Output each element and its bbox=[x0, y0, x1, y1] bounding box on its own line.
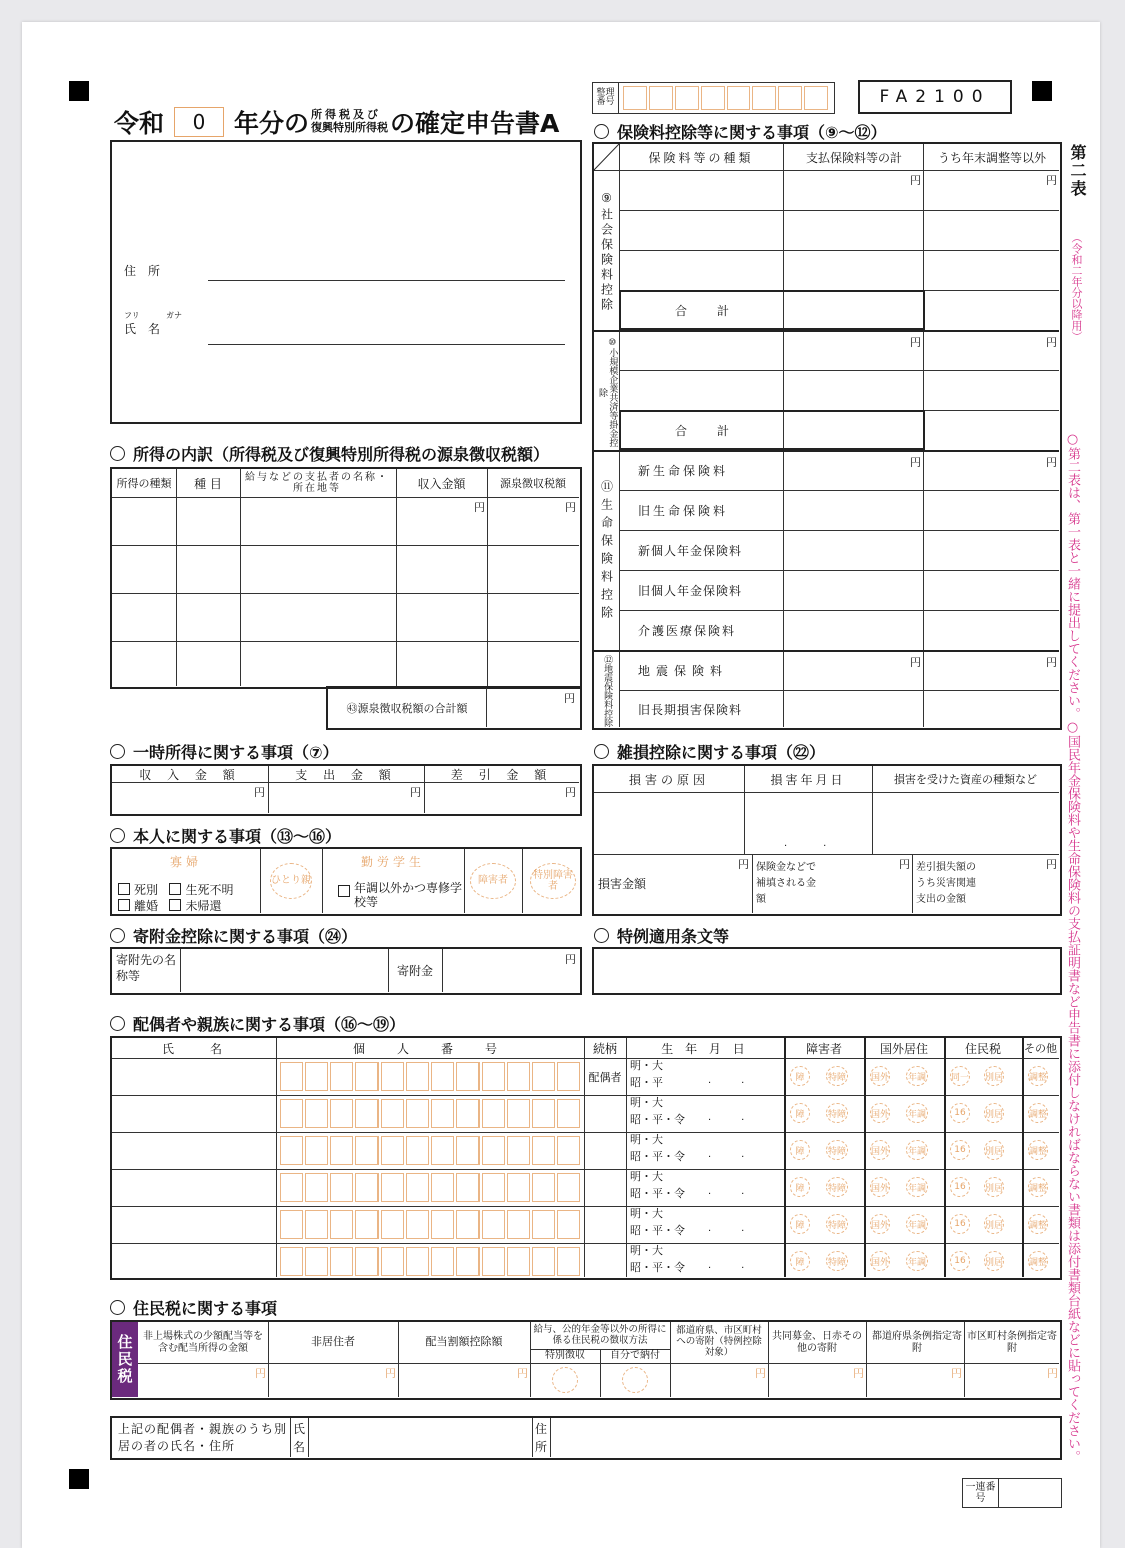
family-mark-特障[interactable]: 特障 bbox=[826, 1140, 848, 1160]
era-label: 昭・平 bbox=[630, 1076, 663, 1089]
family-mark-障[interactable]: 障 bbox=[790, 1177, 810, 1197]
era-label: 明・大 bbox=[630, 1059, 663, 1072]
family-mark-国外[interactable]: 国外 bbox=[870, 1066, 890, 1086]
family-mark-特障[interactable]: 特障 bbox=[826, 1066, 848, 1086]
family-mark-年調[interactable]: 年調 bbox=[906, 1251, 928, 1271]
my-number-input[interactable] bbox=[280, 1062, 580, 1091]
era-label: 明・大 bbox=[630, 1096, 663, 1109]
family-mark-調整[interactable]: 調整 bbox=[1028, 1066, 1048, 1086]
special-heading: 特例適用条文等 bbox=[594, 924, 729, 947]
family-mark-国外[interactable]: 国外 bbox=[870, 1103, 890, 1123]
family-mark-調整[interactable]: 調整 bbox=[1028, 1251, 1048, 1271]
family-mark-調整[interactable]: 調整 bbox=[1028, 1103, 1048, 1123]
era-label: 明・大 bbox=[630, 1170, 663, 1183]
family-mark-16[interactable]: 16 bbox=[950, 1251, 970, 1271]
family-mark-国外[interactable]: 国外 bbox=[870, 1177, 890, 1197]
family-mark-障[interactable]: 障 bbox=[790, 1214, 810, 1234]
disabled-mark[interactable]: 障害者 bbox=[470, 863, 516, 899]
family-mark-障[interactable]: 障 bbox=[790, 1103, 810, 1123]
family-mark-年調[interactable]: 年調 bbox=[906, 1103, 928, 1123]
form-code: FA2100 bbox=[858, 80, 1012, 114]
era-label: 昭・平・令 bbox=[630, 1224, 685, 1237]
resident-table: 住民税 非上場株式の少額配当等を含む配当所得の金額 非居住者 配当割額控除額 給与、公的年金等以外の所得に係る住民税の徴収方法 特別徴収 自分で納付 都道府県、市区町村への寄附（特例控除対象） 都道府県条例指定寄附 共同募金、日赤その他の寄附 市区町村条例指定寄附 円 円 円 円 円 円 円 bbox=[110, 1320, 1062, 1400]
address-box: 住 所 フリ ガナ 氏 名 bbox=[110, 140, 582, 424]
name-label: 氏 名 bbox=[124, 322, 161, 336]
family-mark-障[interactable]: 障 bbox=[790, 1066, 810, 1086]
single-parent-mark[interactable]: ひとり親 bbox=[270, 863, 312, 899]
family-mark-16[interactable]: 16 bbox=[950, 1214, 970, 1234]
my-number-input[interactable] bbox=[280, 1173, 580, 1202]
family-name-input[interactable] bbox=[112, 1095, 276, 1132]
family-mark-同一[interactable]: 同一 bbox=[950, 1066, 970, 1086]
corner-mark bbox=[69, 81, 89, 101]
my-number-input[interactable] bbox=[280, 1136, 580, 1165]
family-mark-16[interactable]: 16 bbox=[950, 1140, 970, 1160]
family-mark-16[interactable]: 16 bbox=[950, 1103, 970, 1123]
seiri-number-box: 整理番号 bbox=[592, 82, 835, 114]
widow-options[interactable]: 死別 生死不明 bbox=[118, 881, 233, 898]
era-label: 昭・平・令 bbox=[630, 1150, 685, 1163]
family-mark-別居[interactable]: 別居 bbox=[984, 1214, 1004, 1234]
casualty-table: 損害の原因 損害年月日 損害を受けた資産の種類など .. 損害金額 保険金などで補填される金額 差引損失額のうち災害関連支出の金額 円 円 円 bbox=[592, 764, 1062, 916]
family-mark-国外[interactable]: 国外 bbox=[870, 1214, 890, 1234]
family-mark-16[interactable]: 16 bbox=[950, 1177, 970, 1197]
family-mark-調整[interactable]: 調整 bbox=[1028, 1214, 1048, 1234]
era-label: 明・大 bbox=[630, 1207, 663, 1220]
income-heading: 所得の内訳（所得税及び復興特別所得税の源泉徴収税額） bbox=[110, 442, 549, 465]
address-label: 住 所 bbox=[124, 264, 161, 278]
family-mark-年調[interactable]: 年調 bbox=[906, 1177, 928, 1197]
family-name-input[interactable] bbox=[112, 1243, 276, 1280]
corner-mark bbox=[1032, 81, 1052, 101]
insurance-heading: 保険料控除等に関する事項（⑨〜⑫） bbox=[594, 120, 887, 143]
family-mark-別居[interactable]: 別居 bbox=[984, 1066, 1004, 1086]
family-mark-年調[interactable]: 年調 bbox=[906, 1214, 928, 1234]
seiri-number-input[interactable] bbox=[623, 86, 828, 110]
family-mark-障[interactable]: 障 bbox=[790, 1251, 810, 1271]
family-mark-特障[interactable]: 特障 bbox=[826, 1214, 848, 1234]
family-mark-国外[interactable]: 国外 bbox=[870, 1251, 890, 1271]
my-number-input[interactable] bbox=[280, 1210, 580, 1239]
era-label: 昭・平・令 bbox=[630, 1113, 685, 1126]
temp-income-heading: 一時所得に関する事項（⑦） bbox=[110, 740, 339, 763]
family-mark-別居[interactable]: 別居 bbox=[984, 1177, 1004, 1197]
corner-mark bbox=[69, 1469, 89, 1489]
year-input[interactable]: 0 bbox=[174, 107, 224, 137]
casualty-heading: 雑損控除に関する事項（㉒） bbox=[594, 740, 825, 763]
table-number: 第二表 bbox=[1068, 144, 1087, 198]
self-pay-circle[interactable] bbox=[622, 1367, 648, 1393]
special-field[interactable] bbox=[592, 947, 1062, 995]
era-label: 昭・平・令 bbox=[630, 1187, 685, 1200]
era-label: 明・大 bbox=[630, 1133, 663, 1146]
form-title: 令和 0 年分の 所得税及び 復興特別所得税 の確定申告書A bbox=[114, 108, 560, 138]
family-mark-調整[interactable]: 調整 bbox=[1028, 1177, 1048, 1197]
family-name-input[interactable] bbox=[112, 1132, 276, 1169]
family-mark-国外[interactable]: 国外 bbox=[870, 1140, 890, 1160]
serial-number-box: 一連番号 bbox=[962, 1478, 1062, 1508]
family-mark-障[interactable]: 障 bbox=[790, 1140, 810, 1160]
income-table: 所得の種類 種 目 給与などの支払者の名称・所在地等 収入金額 源泉徴収税額 円 円 bbox=[110, 467, 582, 689]
era-label: 昭・平・令 bbox=[630, 1261, 685, 1274]
family-mark-別居[interactable]: 別居 bbox=[984, 1103, 1004, 1123]
side-note: ○第二表は、第一表と一緒に提出してください。○国民年金保険料や生命保険料の支払証明書など申告書に添付しなければならない書類は添付書類台紙などに貼ってください。 bbox=[1065, 432, 1080, 1463]
family-name-input[interactable] bbox=[112, 1206, 276, 1243]
family-mark-別居[interactable]: 別居 bbox=[984, 1251, 1004, 1271]
name-field[interactable] bbox=[208, 344, 565, 345]
era-label: 明・大 bbox=[630, 1244, 663, 1257]
self-table: 寡婦 死別 生死不明 離婚 未帰還 ひとり親 勤労学生 年調以外かつ専修学校等 障害者 特別障害者 bbox=[110, 847, 582, 916]
family-table: 氏 名 個 人 番 号 続柄 生 年 月 日 障害者 国外居住 住民税 その他 配偶者 明・大 昭・平 .. 障 特障 国外 年調 同一 別居 調整 明・大 昭・平・令 .. 障 特障 国外 年調 16 別居 調整 明・大 昭・平・令 .. 障 特障 国外 年調 16 別居 調整 明・大 昭・平・令 .. 障 特障 国外 年調 16 別居 調整 明・大 昭・平・令 .. 障 特障 国外 年調 16 別居 調整 明・大 昭・平・令 .. 障 特障 国外 年調 16 別居 調整 bbox=[110, 1036, 1062, 1280]
family-mark-調整[interactable]: 調整 bbox=[1028, 1140, 1048, 1160]
family-mark-特障[interactable]: 特障 bbox=[826, 1251, 848, 1271]
family-mark-別居[interactable]: 別居 bbox=[984, 1140, 1004, 1160]
self-heading: 本人に関する事項（⑬〜⑯） bbox=[110, 824, 341, 847]
family-heading: 配偶者や親族に関する事項（⑯〜⑲） bbox=[110, 1012, 405, 1035]
family-name-input[interactable] bbox=[112, 1169, 276, 1206]
tax-form-sheet: 令和 0 年分の 所得税及び 復興特別所得税 の確定申告書A 整理番号 FA2100 住 所 フリ ガナ 氏 名 所得の内訳（所得税及び復興特別所得税の源泉徴収税額） 所得の種類 種 目 給与などの支払者の名称・所在地等 収入金額 源泉徴収税額 円 円 ㊸源泉徴収税額の合計額 円 保険料控除等に関する事項（⑨〜⑫） 保険料等の種類 支払保険料等の計 うち年末調整等以外 合 計 円 円 ⑨社会保険料控除 合 計 円 円 ⑩小規模企業共済等掛金控除 新生命保険料 旧生命保険料 新個人年金保険料 旧個人年金保険料 介護医療保険料 円 円 ⑪生命保険料控除 地震保険料 旧長期損害保険料 円 円 ⑫地震保険料控除 一時所得に関する事項（⑦） 収 入 金 額 支 出 金 額 差 引 金 額 円 円 円 雑損控除に関する事項（㉒） 損害の原因 損害年月日 損害を受けた資産の種類など .. 損害金額 保険金などで補填される金額 差引損失額のうち災害関連支出の金額 円 円 円 本人に関する事項（⑬〜⑯） 寡婦 死別 生死不明 離婚 未帰還 ひとり親 勤労学生 年調以外かつ専修学校等 障害者 特別障害者 寄附金控除に関する事項（㉔） 寄附先の名称等 寄附金 円 特例適用条文等 配偶者や親族に関する事項（⑯〜⑲） 氏 名 個 人 番 号 続柄 生 年 月 日 障害者 国外居住 住民税 その他 配偶者 明・大 昭・平 .. 障 特障 国外 年調 同一 別居 調整 明・大 昭・平・令 .. 障 特障 国外 年調 16 別居 調整 明・大 昭・平・令 .. 障 特障 国外 年調 16 別居 調整 明・大 昭・平・令 .. 障 特障 国外 年調 16 別居 調整 明・大 昭・平・令 .. 障 特障 国外 年調 16 別居 調整 明・大 昭・平・令 .. 障 特障 国外 年調 16 別居 調整 住民税に関する事項 住民税 非上場株式の少額配当等を含む配当所得の金額 非居住者 配当割額控除額 給与、公的年金等以外の所得に係る住民税の徴収方法 特別徴収 自分で納付 都道府県、市区町村への寄附（特例控除対象） 都道府県条例指定寄附 共同募金、日赤その他の寄附 市区町村条例指定寄附 円 円 円 円 円 円 円 上記の配偶者・親族のうち別居の者の氏名・住所 氏名 住所 一連番号 第二表 （令和二年分以降用） ○第二表は、第一表と一緒に提出してください。○国民年金保険料や生命保険料の支払証明書など申告書に添付しなければならない書類は添付書類台紙などに貼ってください。 bbox=[22, 22, 1100, 1548]
my-number-input[interactable] bbox=[280, 1099, 580, 1128]
special-disabled-mark[interactable]: 特別障害者 bbox=[530, 863, 576, 899]
insurance-table: 保険料等の種類 支払保険料等の計 うち年末調整等以外 合 計 円 円 ⑨社会保険料控除 合 計 円 円 ⑩小規模企業共済等掛金控除 新生命保険料 旧生命保険料 新個人年金保険料 旧個人年金保険料 介護医療保険料 円 円 ⑪生命保険料控除 地震保険料 旧長期損害保険料 円 円 ⑫地震保険料控除 bbox=[592, 142, 1062, 730]
separate-residence-table: 上記の配偶者・親族のうち別居の者の氏名・住所 氏名 住所 bbox=[110, 1416, 1062, 1460]
family-mark-年調[interactable]: 年調 bbox=[906, 1066, 928, 1086]
family-mark-年調[interactable]: 年調 bbox=[906, 1140, 928, 1160]
resident-heading: 住民税に関する事項 bbox=[110, 1296, 277, 1319]
donation-heading: 寄附金控除に関する事項（㉔） bbox=[110, 924, 357, 947]
withholding-total: ㊸源泉徴収税額の合計額 円 bbox=[326, 686, 582, 730]
my-number-input[interactable] bbox=[280, 1247, 580, 1276]
address-field[interactable] bbox=[208, 280, 565, 281]
family-mark-特障[interactable]: 特障 bbox=[826, 1177, 848, 1197]
student-option[interactable]: 年調以外かつ専修学校等 bbox=[338, 881, 462, 910]
donation-table: 寄附先の名称等 寄附金 円 bbox=[110, 947, 582, 995]
family-mark-特障[interactable]: 特障 bbox=[826, 1103, 848, 1123]
family-name-input[interactable] bbox=[112, 1058, 276, 1095]
special-collection-circle[interactable] bbox=[552, 1367, 578, 1393]
temp-income-table: 収 入 金 額 支 出 金 額 差 引 金 額 円 円 円 bbox=[110, 764, 582, 816]
